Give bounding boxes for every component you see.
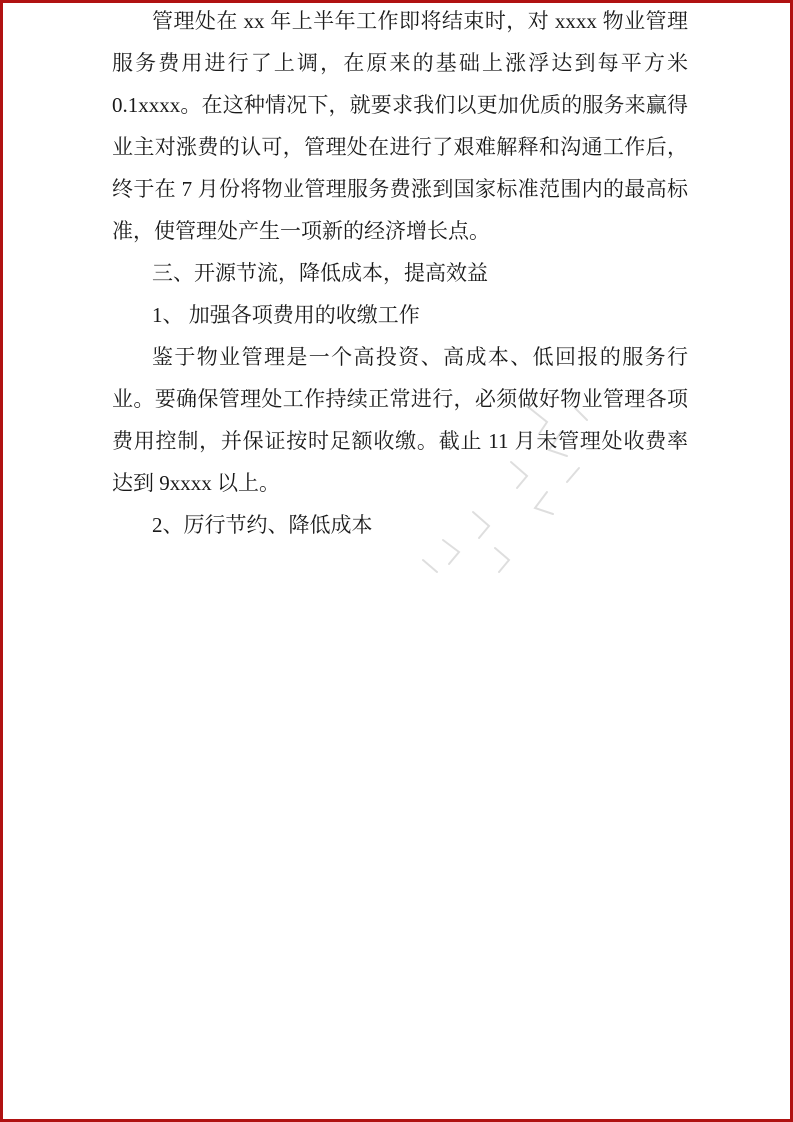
document-body bbox=[112, 0, 688, 546]
subsection-heading-2: 2、厉行节约、降低成本 bbox=[152, 513, 373, 537]
section-heading-3: 三、开源节流，降低成本，提高效益 bbox=[152, 261, 488, 285]
paragraph-fee-collection: 鉴于物业管理是一个高投资、高成本、低回报的服务行业。要确保管理处工作持续正常进行，必须做好物业管理各项费用控制，并保证按时足额收缴。截止 11 月未管理处收费率达到 9xxxx 以上。 bbox=[112, 345, 688, 495]
subsection-heading-1: 1、 加强各项费用的收缴工作 bbox=[152, 303, 420, 327]
paragraph-fee-increase: 管理处在 xx 年上半年工作即将结束时，对 xxxx 物业管理服务费用进行了上调，在原来的基础上涨浮达到每平方米 0.1xxxx。在这种情况下，就要求我们以更加优质的服务来赢得业主对涨费的认可，管理处在进行了艰难解释和沟通工作后，终于在 7 月份将物业管理服务费涨到国家标准范围内的最高标准，使管理处产生一项新的经济增长点。 bbox=[112, 9, 688, 243]
